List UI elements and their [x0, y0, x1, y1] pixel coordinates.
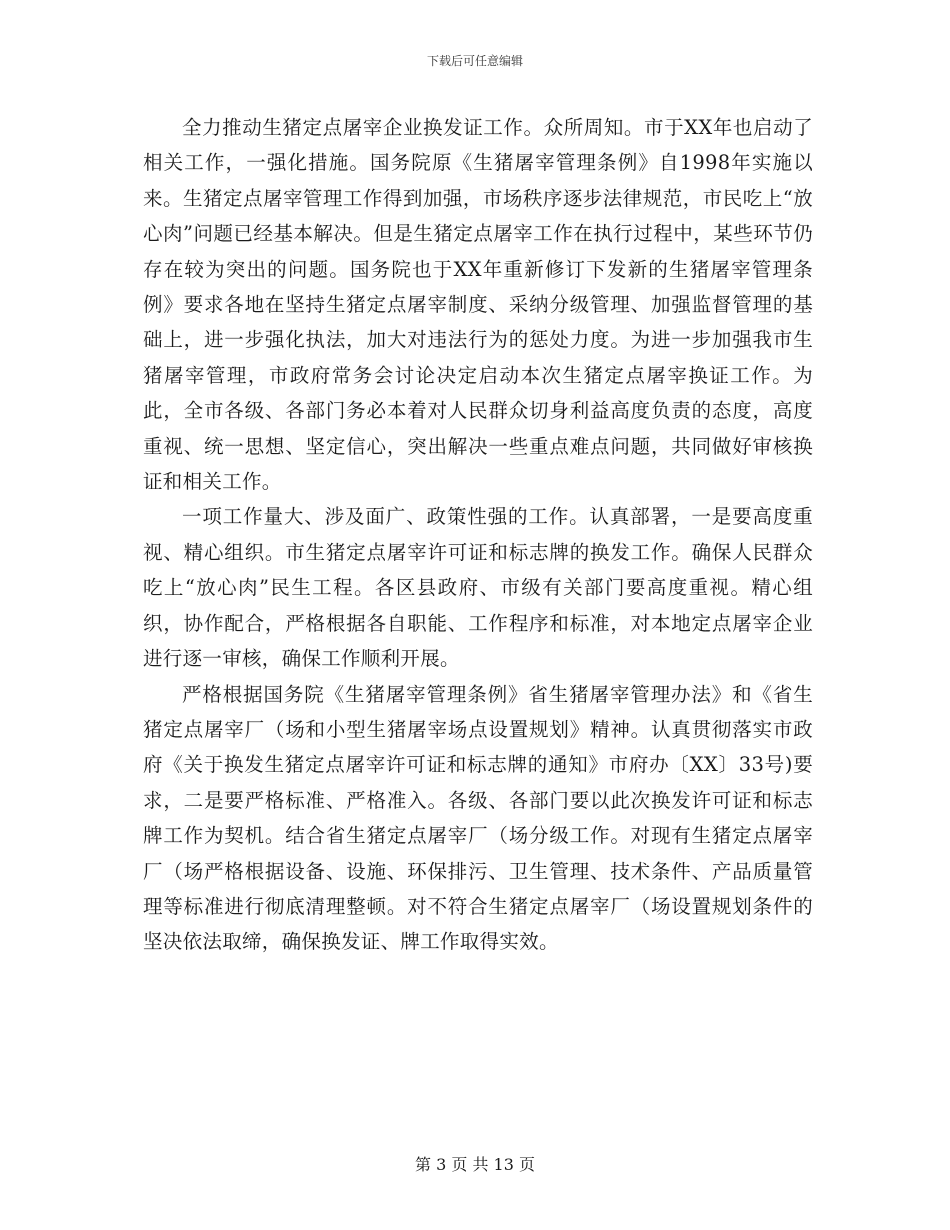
paragraph-1: 全力推动生猪定点屠宰企业换发证工作。众所周知。市于XX年也启动了相关工作，一强化措施。国务院原《生猪屠宰管理条例》自1998年实施以来。生猪定点屠宰管理工作得到加强，市场秩序逐步法律规范，市民吃上“放心肉”问题已经基本解决。但是生猪定点屠宰工作在执行过程中，某些环节仍存在较为突出的问题。国务院也于XX年重新修订下发新的生猪屠宰管理条例》要求各地在坚持生猪定点屠宰制度、采纳分级管理、加强监督管理的基础上，进一步强化执法，加大对违法行为的惩处力度。为进一步加强我市生猪屠宰管理，市政府常务会讨论决定启动本次生猪定点屠宰换证工作。为此，全市各级、各部门务必本着对人民群众切身利益高度负责的态度，高度重视、统一思想、坚定信心，突出解决一些重点难点问题，共同做好审核换证和相关工作。 [143, 116, 813, 494]
paragraph-2: 一项工作量大、涉及面广、政策性强的工作。认真部署，一是要高度重视、精心组织。市生猪定点屠宰许可证和标志牌的换发工作。确保人民群众吃上“放心肉”民生工程。各区县政府、市级有关部门要高度重视。精心组织，协作配合，严格根据各自职能、工作程序和标准，对本地定点屠宰企业进行逐一审核，确保工作顺利开展。 [143, 505, 813, 671]
page-footer: 第 3 页 共 13 页 [415, 1155, 535, 1174]
page-header: 下载后可任意编辑 [426, 54, 523, 68]
paragraph-3: 严格根据国务院《生猪屠宰管理条例》省生猪屠宰管理办法》和《省生猪定点屠宰厂（场和小型生猪屠宰场点设置规划》精神。认真贯彻落实市政府《关于换发生猪定点屠宰许可证和标志牌的通知》市府办〔XX〕33号)要求，二是要严格标准、严格准入。各级、各部门要以此次换发许可证和标志牌工作为契机。结合省生猪定点屠宰厂（场分级工作。对现有生猪定点屠宰厂（场严格根据设备、设施、环保排污、卫生管理、技术条件、产品质量管理等标准进行彻底清理整顿。对不符合生猪定点屠宰厂（场设置规划条件的坚决依法取缔，确保换发证、牌工作取得实效。 [143, 682, 813, 954]
document-body [143, 110, 813, 960]
